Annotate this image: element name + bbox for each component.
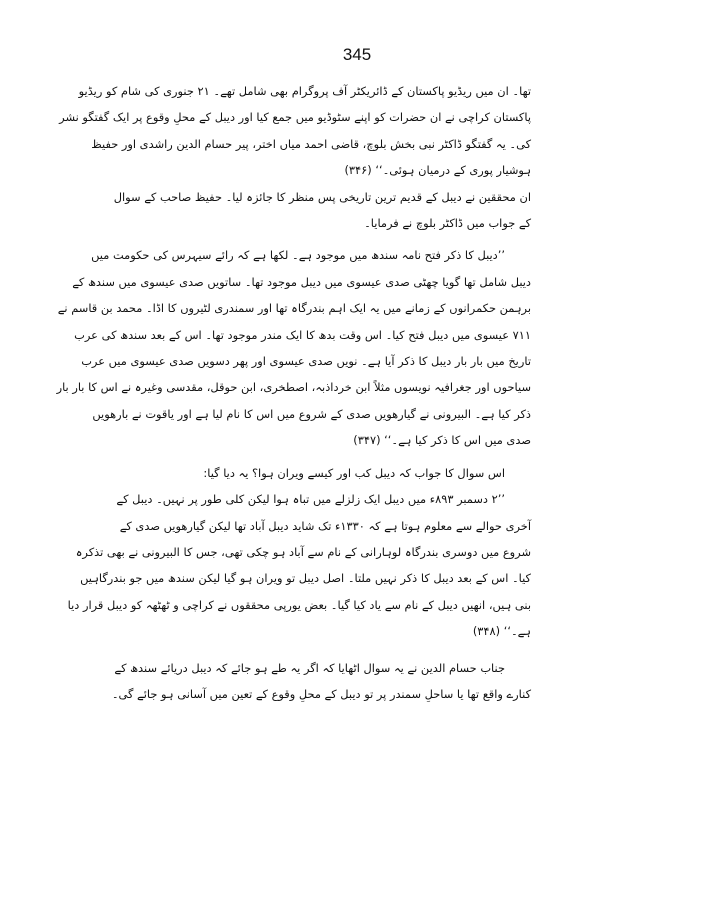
text-line: تھا۔ ان میں ریڈیو پاکستان کے ڈائریکٹر آف پروگرام بھی شامل تھے۔ ۲۱ جنوری کی شام کو ریڈیو xyxy=(78,84,531,98)
text-line: جناب حسام الدین نے یہ سوال اٹھایا کہ اگر یہ طے ہو جائے کہ دیبل دریائے سندھ کے xyxy=(114,660,505,675)
text-line: اس سوال کا جواب کہ دیبل کب اور کیسے ویران ہوا؟ یہ دیا گیا: xyxy=(203,465,505,480)
text-line: شروع میں دوسری بندرگاہ لوہارانی کے نام سے آباد ہو چکی تھی، جس کا البیرونی نے بھی تذکرہ xyxy=(75,544,531,559)
text-line: تاریخ میں بار بار دیبل کا ذکر آیا ہے۔ نویں صدی عیسوی اور پھر دسویں صدی عیسوی میں عرب xyxy=(81,354,531,369)
text-line: پاکستان کراچی نے ان حضرات کو اپنے سٹوڈیو میں جمع کیا اور دیبل کے محلِ وقوع پر ایک گفتگو نشر xyxy=(59,110,531,125)
paragraph-3 xyxy=(187,460,531,486)
paragraph-4 xyxy=(111,655,531,708)
paragraph-1 xyxy=(59,78,531,184)
quote-1 xyxy=(56,242,531,453)
text-line: ہوشیار پوری کے درمیان ہوئی۔‘‘ (۳۴۶) xyxy=(344,163,531,178)
paragraph-2 xyxy=(113,184,531,237)
text-line: سیاحوں اور جغرافیہ نویسوں مثلاً ابن خرداذبہ، اصطخری، ابن حوقل، مقدسی وغیرہ نے اس کا بار بار xyxy=(56,380,531,395)
text-line: کے جواب میں ڈاکٹر بلوچ نے فرمایا۔ xyxy=(364,216,531,231)
page-number: 345 xyxy=(342,45,372,64)
text-line: کی۔ یہ گفتگو ڈاکٹر نبی بخش بلوچ، قاضی احمد میاں اختر، پیر حسام الدین راشدی اور حفیظ xyxy=(91,136,531,151)
text-line: ۷۱۱ عیسوی میں دیبل فتح کیا۔ اس وقت بدھ کا ایک مندر موجود تھا۔ اس کے بعد سندھ کی عرب xyxy=(74,327,531,342)
text-line: برہمن حکمرانوں کے زمانے میں یہ ایک اہم بندرگاہ تھا اور سمندری لٹیروں کا اڈا۔ محمد بن قاسم نے xyxy=(57,301,531,316)
text-line: دیبل شامل تھا گویا چھٹی صدی عیسوی میں دیبل موجود تھا۔ ساتویں صدی عیسوی میں سندھ کے xyxy=(72,274,531,289)
text-line: کنارے واقع تھا یا ساحلِ سمندر پر تو دیبل کے محلِ وقوع کے تعین میں آسانی ہو جائے گی۔ xyxy=(111,686,531,701)
text-line: آخری حوالے سے معلوم ہوتا ہے کہ ۱۳۳۰ء تک شاید دیبل آباد تھا لیکن گیارھویں صدی کے xyxy=(119,518,531,533)
text-line: ان محققین نے دیبل کے قدیم ترین تاریخی پس منظر کا جائزہ لیا۔ حفیظ صاحب کے سوال xyxy=(113,189,531,204)
text-line: ذکر کیا ہے۔ البیرونی نے گیارھویں صدی کے شروع میں اس کا نام لیا ہے اور یاقوت نے بارھویں xyxy=(92,406,531,421)
text-line: ’’۲ دسمبر ۸۹۳ء میں دیبل ایک زلزلے میں تباہ ہوا لیکن کلی طور پر نہیں۔ دیبل کے xyxy=(116,492,505,507)
page-body xyxy=(56,78,531,707)
text-line: کیا۔ اس کے بعد دیبل کا ذکر نہیں ملتا۔ اصل دیبل تو ویران ہو گیا لیکن سندھ میں جو بندرگاہیں xyxy=(80,571,531,586)
text-line: بنی ہیں، انھیں دیبل کے نام سے یاد کیا گیا۔ بعض یورپی محققوں نے کراچی و ٹھٹھہ کو دیبل قرار دیا xyxy=(67,597,531,612)
quote-2 xyxy=(67,486,531,644)
text-line: صدی میں اس کا ذکر کیا ہے۔‘‘ (۳۴۷) xyxy=(353,433,531,448)
text-line: ہے۔‘‘ (۳۴۸) xyxy=(472,624,531,639)
text-line: ’’دیبل کا ذکر فتح نامہ سندھ میں موجود ہے۔ لکھا ہے کہ رائے سیہرس کی حکومت میں xyxy=(91,248,505,263)
